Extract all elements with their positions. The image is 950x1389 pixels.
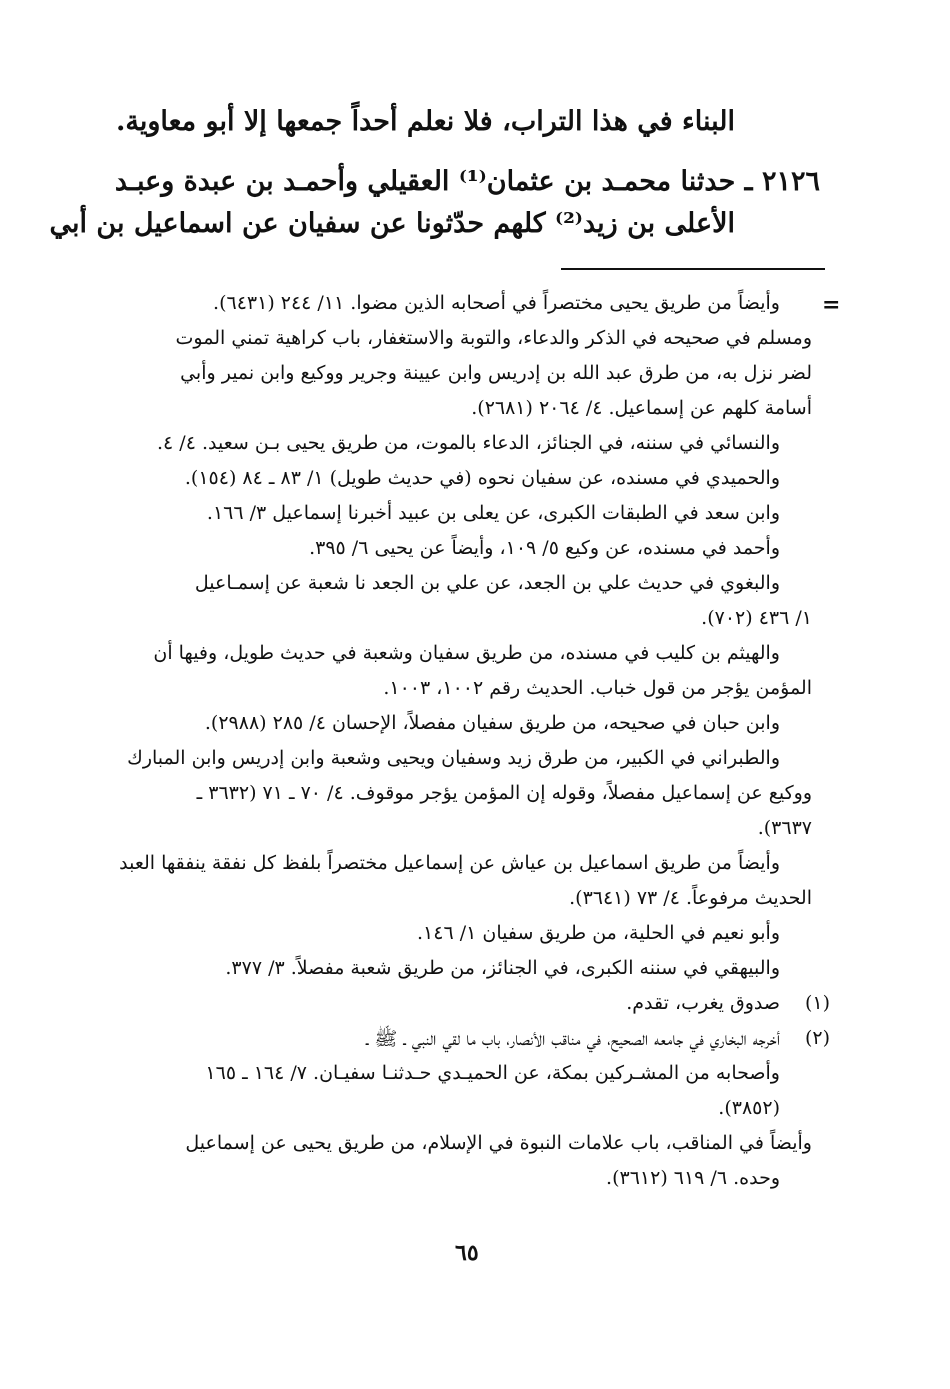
footnote-line: وابن سعد في الطبقات الكبرى، عن يعلى بن عبيد أخبرنا إسماعيل ٣/ ١٦٦. xyxy=(206,502,780,524)
footnote-line: صدوق يغرب، تقدم. xyxy=(626,992,780,1014)
footnote-line: ووكيع عن إسماعيل مفصلاً، وقوله إن المؤمن يؤجر موقوف. ٤/ ٧٠ ـ ٧١ (٣٦٣٢ ـ xyxy=(196,782,812,804)
footnote-line: لضر نزل به، من طرق عبد الله بن إدريس وابن عيينة وجرير ووكيع وابن نمير وأبي xyxy=(180,362,812,384)
main-text-line-3: الأعلى بن زيد⁽²⁾ كلهم حدّثونا عن سفيان عن اسماعيل بن أبي xyxy=(49,208,735,239)
footnote-separator xyxy=(561,268,825,270)
main-text-line-1: البناء في هذا التراب، فلا نعلم أحداً جمعها إلا أبو معاوية. xyxy=(115,106,735,137)
main-text-line-2: ٢١٢٦ ـ حدثنا محمـد بن عثمان⁽¹⁾ العقيلي وأحمـد بن عبدة وعبـد xyxy=(114,166,820,197)
footnote-line: وأيضاً في المناقب، باب علامات النبوة في الإسلام، من طريق يحيى عن إسماعيل xyxy=(185,1132,812,1154)
footnote-line: ٣٦٣٧). xyxy=(757,817,812,839)
footnote-line: ومسلم في صحيحه في الذكر والدعاء، والتوبة والاستغفار، باب كراهية تمني الموت xyxy=(175,327,812,349)
footnote-line: المؤمن يؤجر من قول خباب. الحديث رقم ١٠٠٢، ١٠٠٣. xyxy=(383,677,812,699)
page-number: ٦٥ xyxy=(455,1240,479,1266)
footnote-line: والطبراني في الكبير، من طرق زيد وسفيان ويحيى وشعبة وابن إدريس وابن المبارك xyxy=(127,747,780,769)
footnote-number: (٢) xyxy=(804,1027,830,1049)
footnote-line: والهيثم بن كليب في مسنده، من طريق سفيان وشعبة في حديث طويل، وفيها أن xyxy=(153,642,780,664)
footnote-line: وحده. ٦/ ٦١٩ (٣٦١٢). xyxy=(606,1167,780,1189)
footnote-line: وأبو نعيم في الحلية، من طريق سفيان ١/ ١٤٦. xyxy=(417,922,780,944)
footnote-line: ١/ ٤٣٦ (٧٠٢). xyxy=(701,607,812,629)
footnote-continuation-mark: = xyxy=(822,292,841,318)
footnote-line: وأصحابه من المشـركين بمكة، عن الحميـدي حـدثنـا سفيـان. ٧/ ١٦٤ ـ ١٦٥ xyxy=(205,1062,780,1084)
footnote-line: أخرجه البخاري في جامعه الصحيح، في مناقب الأنصار، باب ما لقي النبي ـ ﷺ ـ xyxy=(365,1028,780,1050)
footnote-line: والبيهقي في سننه الكبرى، في الجنائز، من طريق شعبة مفصلاً. ٣/ ٣٧٧. xyxy=(225,957,780,979)
footnote-line: أسامة كلهم عن إسماعيل. ٤/ ٢٠٦٤ (٢٦٨١). xyxy=(471,397,812,419)
footnote-line: الحديث مرفوعاً. ٤/ ٧٣ (٣٦٤١). xyxy=(569,887,812,909)
footnote-number: (١) xyxy=(804,992,830,1014)
footnote-line: (٣٨٥٢). xyxy=(718,1097,780,1119)
footnote-line: والبغوي في حديث علي بن الجعد، عن علي بن الجعد نا شعبة عن إسمـاعيل xyxy=(194,572,780,594)
footnote-line: والنسائي في سننه، في الجنائز، الدعاء بالموت، من طريق يحيى بـن سعيد. ٤/ ٤. xyxy=(157,432,780,454)
footnote-line: وابن حبان في صحيحه، من طريق سفيان مفصلاً، الإحسان ٤/ ٢٨٥ (٢٩٨٨). xyxy=(204,712,780,734)
footnote-line: وأحمد في مسنده، عن وكيع ٥/ ١٠٩، وأيضاً عن يحيى ٦/ ٣٩٥. xyxy=(309,537,780,559)
footnote-line: وأيضاً من طريق اسماعيل بن عياش عن إسماعيل مختصراً بلفظ كل نفقة ينفقها العبد xyxy=(119,852,780,874)
footnote-line: والحميدي في مسنده، عن سفيان نحوه (في حديث طويل) ١/ ٨٣ ـ ٨٤ (١٥٤). xyxy=(184,467,780,489)
footnote-line: وأيضاً من طريق يحيى مختصراً في أصحابه الذين مضوا. ١١/ ٢٤٤ (٦٤٣١). xyxy=(213,292,780,314)
